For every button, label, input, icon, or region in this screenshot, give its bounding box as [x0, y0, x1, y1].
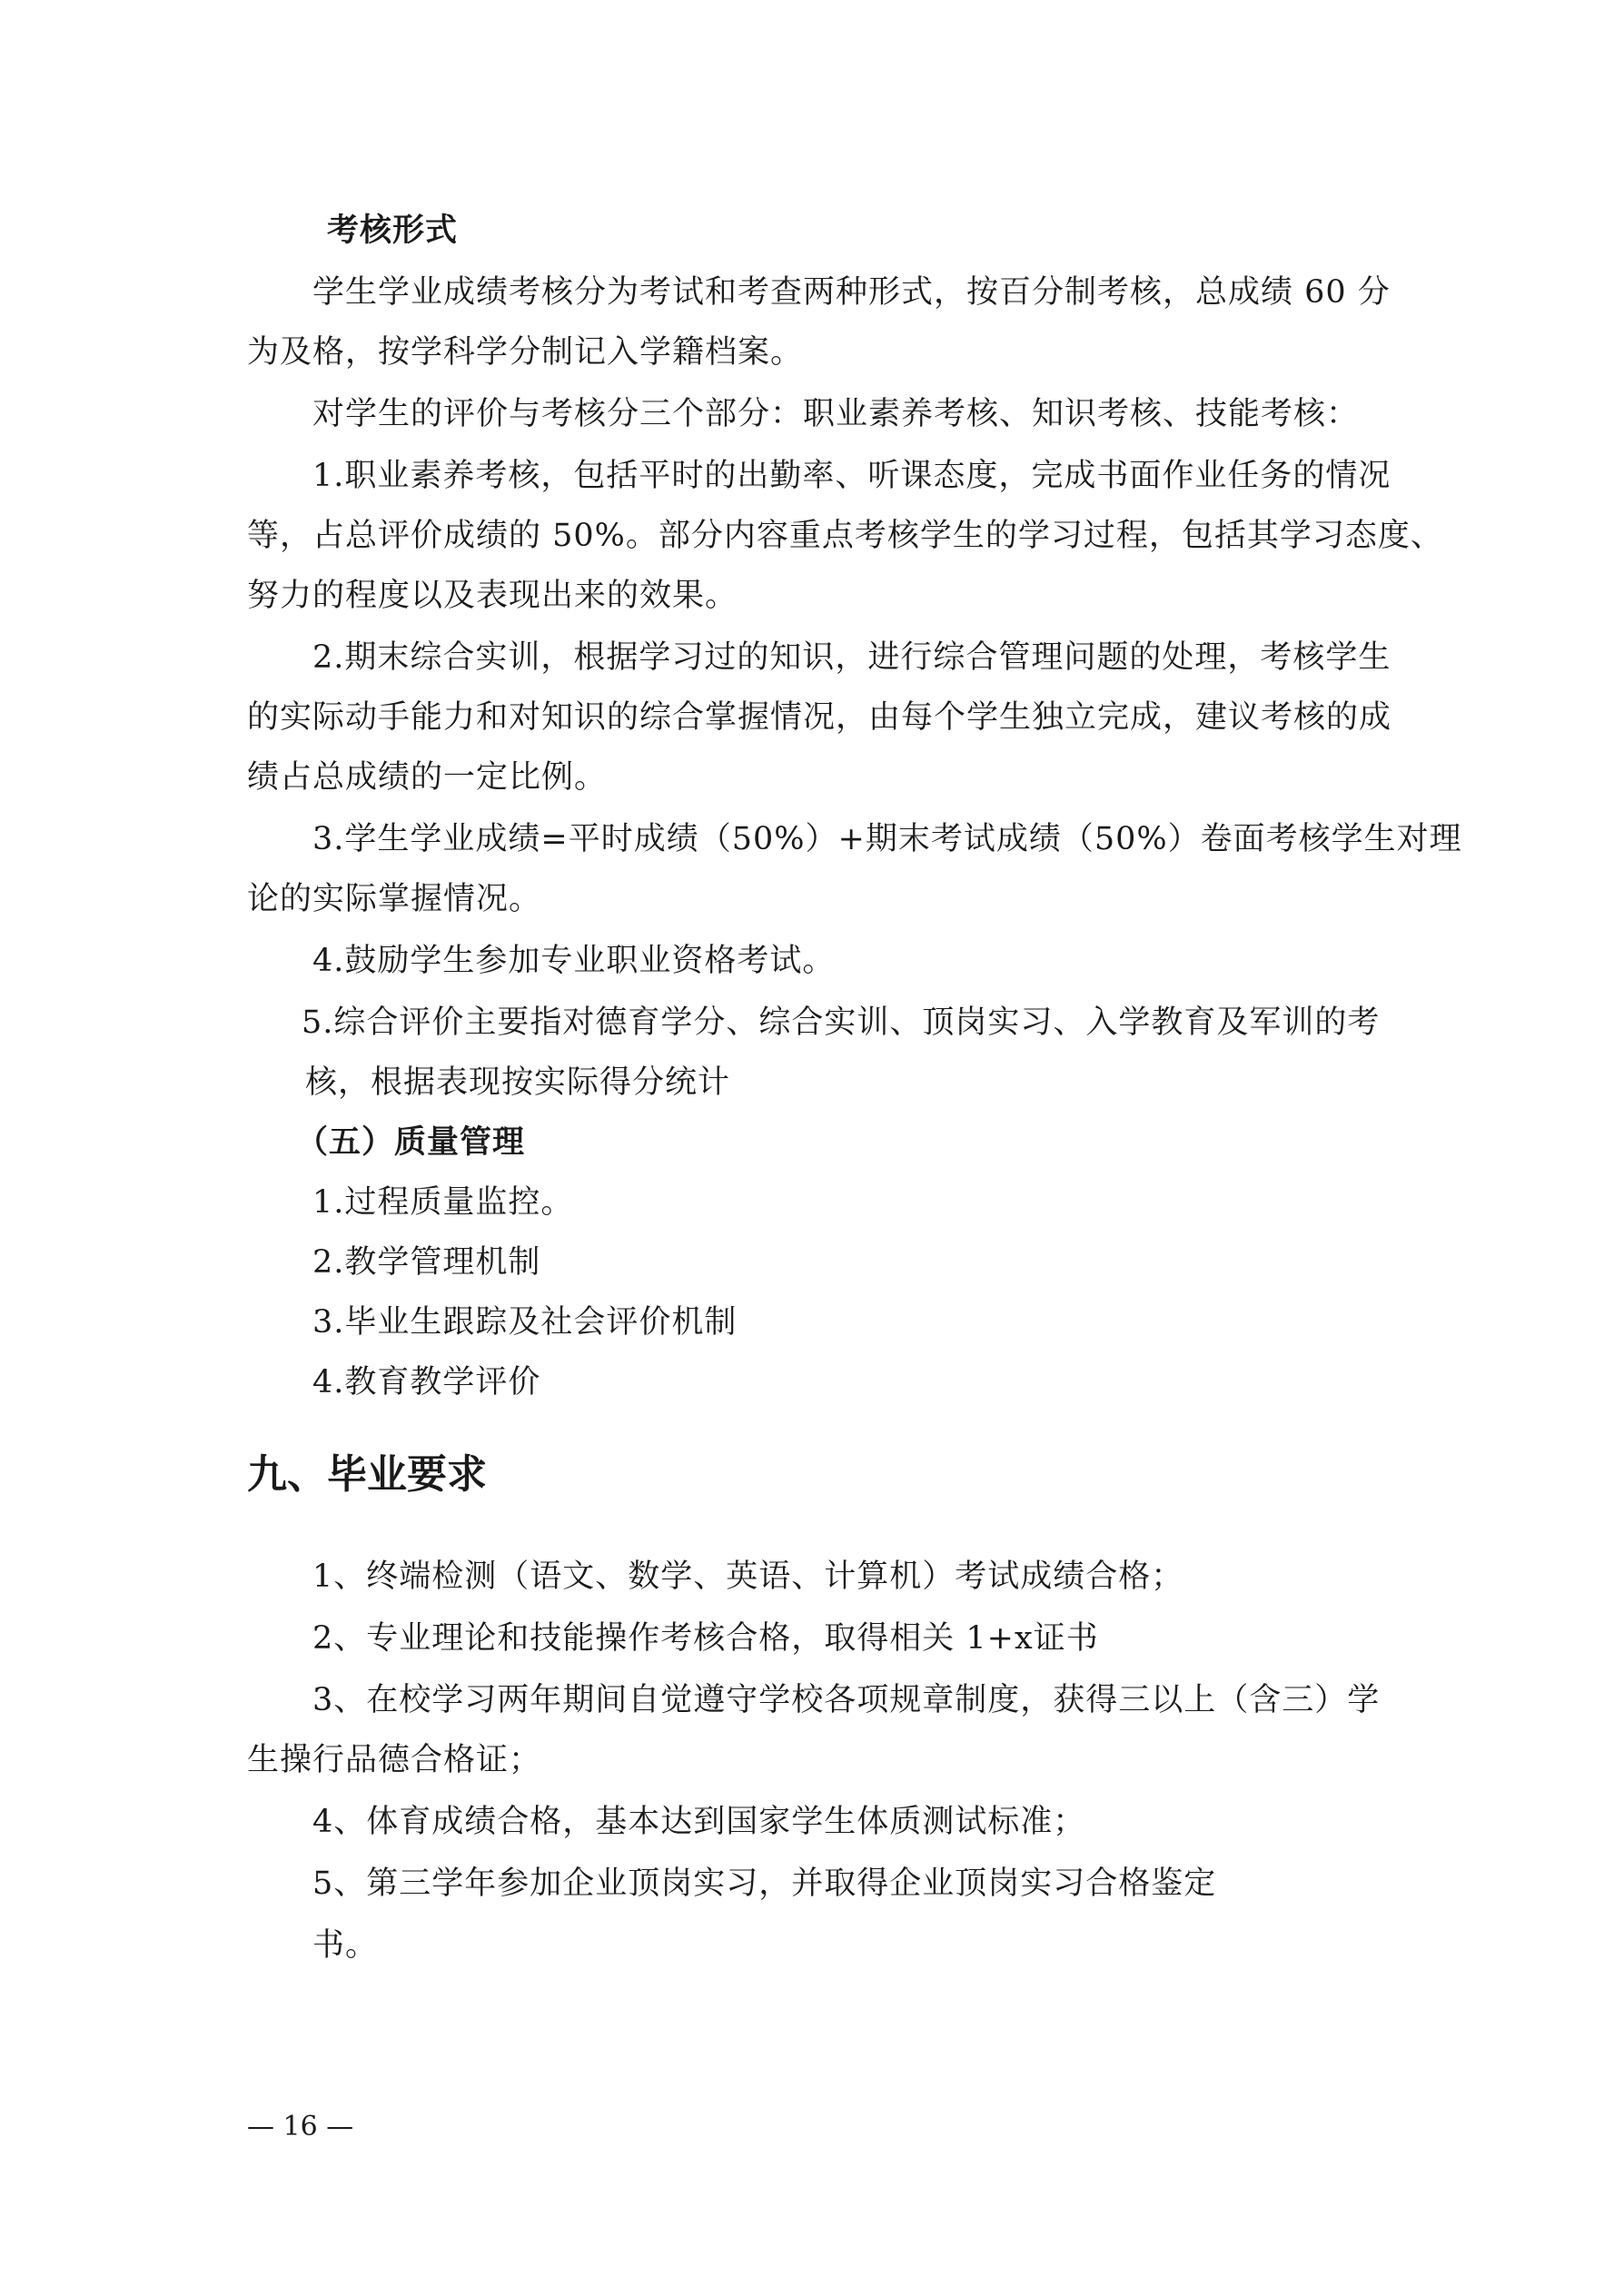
assessment-item-5-line-2: 核，根据表现按实际得分统计	[305, 1064, 731, 1101]
assessment-item-4: 4.鼓励学生参加专业职业资格考试。	[312, 943, 836, 979]
assessment-item-2-line-2: 的实际动手能力和对知识的综合掌握情况，由每个学生独立完成，建议考核的成	[247, 699, 1392, 736]
quality-item-3: 3.毕业生跟踪及社会评价机制	[312, 1304, 738, 1341]
assessment-item-1-line-3: 努力的程度以及表现出来的效果。	[247, 578, 738, 614]
graduation-requirement-4: 4、体育成绩合格，基本达到国家学生体质测试标准；	[312, 1804, 1086, 1840]
quality-heading: （五）质量管理	[296, 1124, 526, 1161]
assessment-item-3-line-1: 3.学生学业成绩=平时成绩（50%）+期末考试成绩（50%）卷面考核学生对理	[312, 821, 1462, 857]
assessment-item-5-line-1: 5.综合评价主要指对德育学分、综合实训、顶岗实习、入学教育及军训的考	[302, 1004, 1381, 1041]
assessment-item-1-line-2: 等，占总评价成绩的 50%。部分内容重点考核学生的学习过程，包括其学习态度、	[247, 518, 1443, 554]
assessment-paragraph-2: 对学生的评价与考核分三个部分：职业素养考核、知识考核、技能考核：	[312, 396, 1360, 432]
assessment-item-2-line-1: 2.期末综合实训，根据学习过的知识，进行综合管理问题的处理，考核学生	[312, 639, 1391, 676]
graduation-requirement-1: 1、终端检测（语文、数学、英语、计算机）考试成绩合格；	[312, 1559, 1184, 1595]
graduation-requirement-3-line-2: 生操行品德合格证；	[247, 1742, 542, 1778]
quality-item-1: 1.过程质量监控。	[312, 1184, 574, 1221]
assessment-item-2-line-3: 绩占总成绩的一定比例。	[247, 759, 608, 796]
graduation-requirement-3-line-1: 3、在校学习两年期间自觉遵守学校各项规章制度，获得三以上（含三）学	[312, 1682, 1381, 1718]
graduation-requirement-2: 2、专业理论和技能操作考核合格，取得相关 1+x证书	[312, 1620, 1099, 1657]
quality-item-2: 2.教学管理机制	[312, 1244, 541, 1281]
page-number: — 16 —	[247, 2111, 354, 2143]
quality-item-4: 4.教育教学评价	[312, 1364, 541, 1400]
assessment-paragraph-1-line-1: 学生学业成绩考核分为考试和考查两种形式，按百分制考核，总成绩 60 分	[312, 274, 1391, 311]
graduation-heading: 九、毕业要求	[247, 1451, 487, 1498]
assessment-heading: 考核形式	[327, 213, 459, 249]
graduation-requirement-5-line-1: 5、第三学年参加企业顶岗实习，并取得企业顶岗实习合格鉴定	[312, 1866, 1217, 1902]
assessment-paragraph-1-line-2: 为及格，按学科学分制记入学籍档案。	[247, 334, 804, 371]
assessment-item-3-line-2: 论的实际掌握情况。	[247, 881, 542, 917]
graduation-requirement-5-line-2: 书。	[312, 1927, 379, 1964]
assessment-item-1-line-1: 1.职业素养考核，包括平时的出勤率、听课态度，完成书面作业任务的情况	[312, 458, 1391, 494]
